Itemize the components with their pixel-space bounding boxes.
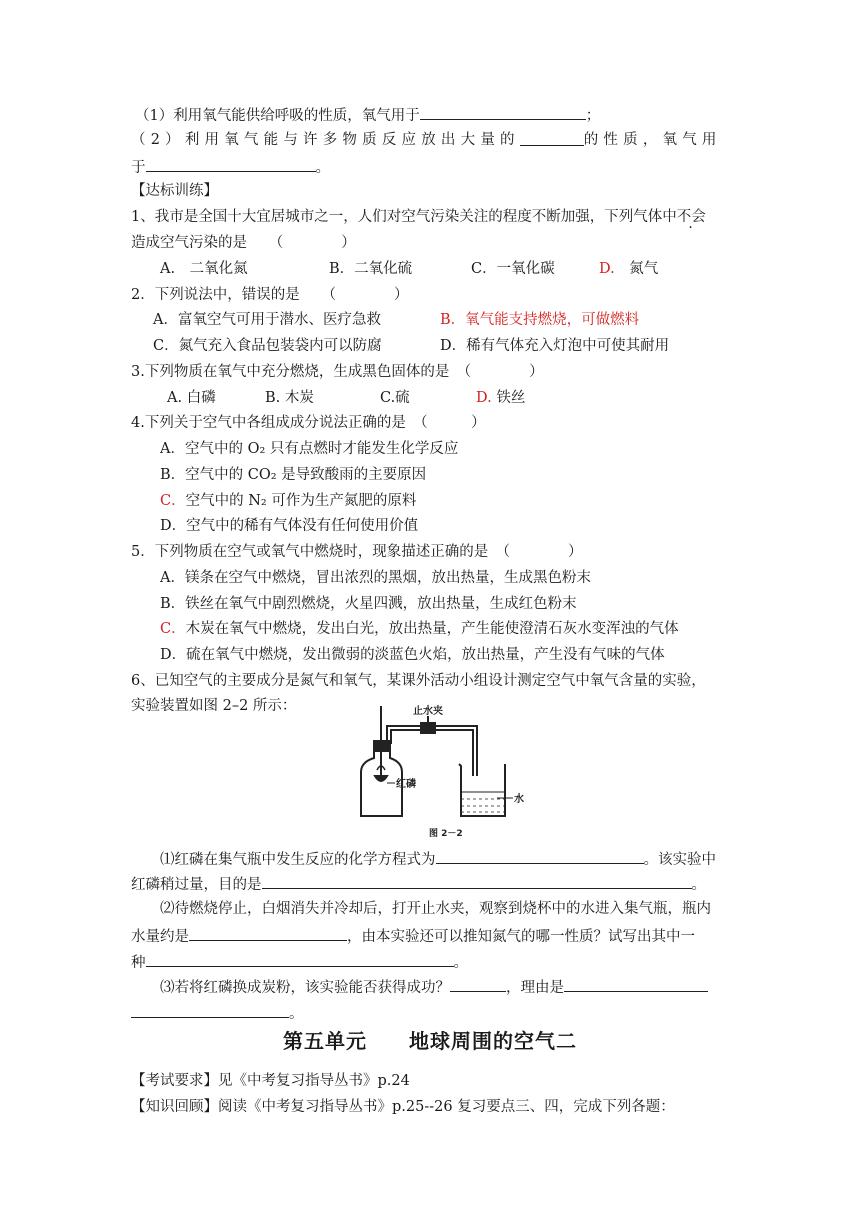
apparatus-figure [357, 704, 527, 842]
intro-q1-text: （1）利用氧气能供给呼吸的性质，氧气用于 [135, 108, 420, 124]
q4-option-d[interactable]: D．空气中的稀有气体没有任何使用价值 [160, 518, 419, 534]
q6-part3-line1 [160, 976, 708, 998]
q5-stem: 5．下列物质在空气或氧气中燃烧时，现象描述正确的是 （ ） [131, 544, 583, 560]
q2-option-c[interactable]: C．氮气充入食品包装袋内可以防腐 [153, 338, 382, 354]
q6-part1-text: ⑴红磷在集气瓶中发生反应的化学方程式为 [160, 852, 436, 868]
answer-blank[interactable] [564, 976, 708, 992]
intro-q2-line2-suffix: 。 [315, 160, 330, 176]
q6-stem-line1: 6、已知空气的主要成分是氮气和氧气，某课外活动小组设计测定空气中氧气含量的实验， [131, 673, 706, 689]
q6-part1-line2-suffix: 。 [691, 877, 706, 893]
q3-option-b[interactable]: B. 木炭 [265, 390, 314, 406]
q5-option-c-text: 木炭在氧气中燃烧，发出白光，放出热量，产生能使澄清石灰水变浑浊的气体 [185, 621, 679, 637]
q6-part1-line1 [160, 848, 716, 870]
q1-option-c[interactable]: C．一氧化碳 [471, 261, 555, 277]
q6-part3-line2-suffix: 。 [289, 1006, 304, 1022]
answer-blank[interactable] [262, 873, 692, 889]
clamp-label: 止水夹 [413, 706, 443, 717]
unit-title: 第五单元 地球周围的空气二 [283, 1029, 577, 1053]
q4-option-c[interactable] [160, 491, 416, 511]
q3-option-d[interactable] [476, 388, 525, 408]
q3-option-a[interactable]: A. 白磷 [167, 390, 216, 406]
answer-blank[interactable] [520, 130, 584, 146]
intro-q1 [135, 104, 600, 126]
q6-part2-line3-suffix: 。 [453, 955, 468, 971]
q6-part2-line2-suffix: ，由本实验还可以推知氮气的哪一性质？试写出其中一 [347, 929, 695, 945]
q1-stem-emphasis: 不会 [676, 209, 706, 225]
q1-stem-line2: 造成空气污染的是 （ ） [131, 235, 356, 251]
exam-requirements: 【考试要求】见《中考复习指导丛书》p.24 [131, 1073, 410, 1089]
q6-part1-suffix: 。该实验中 [643, 852, 716, 868]
q5-option-a[interactable]: A．镁条在空气中燃烧，冒出浓烈的黑烟，放出热量，生成黑色粉末 [160, 570, 591, 586]
answer-blank[interactable] [131, 1002, 289, 1018]
q1-option-d-text: 氮气 [614, 261, 659, 277]
q6-part3-text: ⑶若将红磷换成炭粉，该实验能否获得成功？ [160, 980, 450, 996]
q2-option-d[interactable]: D．稀有气体充入灯泡中可使其耐用 [440, 338, 670, 354]
water-clamp [421, 723, 435, 733]
q6-part2-line2-text: 水量约是 [131, 929, 189, 945]
q1-stem-text: 1、我市是全国十大宜居城市之一，人们对空气污染关注的程度不断加强，下列气体中 [131, 209, 677, 225]
intro-q2-text: （2）利用氧气能与许多物质反应放出大量的 [131, 132, 520, 148]
q6-part3-line2 [131, 1002, 304, 1024]
q1-option-d-letter: D. [599, 261, 615, 277]
beaker [459, 764, 505, 816]
q6-part3-middle: ，理由是 [506, 980, 564, 996]
q5-option-d[interactable]: D．硫在氧气中燃烧，发出微弱的淡蓝色火焰，放出热量，产生没有气味的气体 [160, 647, 665, 663]
q5-option-b[interactable]: B．铁丝在氧气中剧烈燃烧，火星四溅，放出热量，生成红色粉末 [160, 596, 577, 612]
q4-option-b[interactable]: B．空气中的 CO₂ 是导致酸雨的主要原因 [160, 467, 427, 483]
q6-part2-line3-text: 种 [131, 955, 146, 971]
q6-part1-line2 [131, 873, 706, 895]
answer-blank[interactable] [420, 104, 586, 120]
q4-stem: 4.下列关于空气中各组成成分说法正确的是 （ ） [131, 415, 486, 431]
intro-q2-line2-text: 于 [131, 160, 146, 176]
q1-option-d[interactable] [599, 259, 658, 279]
red-phosphorus-spoon [375, 776, 387, 781]
q5-option-c[interactable] [160, 619, 679, 639]
q2-option-b[interactable]: B．氧气能支持燃烧，可做燃料 [440, 312, 640, 328]
q6-stem-line2: 实验装置如图 2–2 所示： [131, 698, 297, 714]
q3-stem: 3.下列物质在氧气中充分燃烧，生成黑色固体的是 （ ） [131, 364, 544, 380]
phosphorus-label: 红磷 [396, 779, 416, 790]
water-label: 水 [514, 794, 524, 805]
q6-part1-line2-text: 红磷稍过量，目的是 [131, 877, 262, 893]
intro-q2-middle: 的性质，氧气用 [583, 132, 722, 148]
q4-option-c-letter: C． [160, 493, 186, 509]
q6-part2-line1: ⑵待燃烧停止，白烟消失并冷却后，打开止水夹，观察到烧杯中的水进入集气瓶，瓶内 [160, 901, 711, 917]
apparatus-diagram [357, 704, 527, 838]
intro-q1-suffix: ； [585, 108, 601, 124]
q3-option-c[interactable]: C.硫 [380, 390, 410, 406]
q6-part2-line3 [131, 951, 468, 973]
q4-option-c-text: 空气中的 N₂ 可作为生产氮肥的原料 [185, 493, 417, 509]
answer-blank[interactable] [450, 976, 506, 992]
knowledge-review: 【知识回顾】阅读《中考复习指导丛书》p.25--26 复习要点三、四，完成下列各题： [131, 1099, 675, 1115]
q6-part2-line2 [131, 925, 695, 947]
q5-option-c-letter: C． [160, 621, 186, 637]
q3-option-d-text: 铁丝 [491, 390, 526, 406]
q1-option-a[interactable]: A. 二氧化氮 [160, 261, 248, 277]
q2-option-a[interactable]: A．富氧空气可用于潜水、医疗急救 [153, 312, 381, 328]
intro-q2 [131, 130, 729, 150]
answer-blank[interactable] [146, 951, 454, 967]
q2-stem: 2．下列说法中，错误的是 （ ） [131, 287, 409, 303]
figure-caption: 图 2－2 [429, 829, 463, 838]
intro-q2-line2 [131, 156, 330, 178]
q1-stem-line1 [131, 207, 706, 227]
q3-option-d-letter: D. [476, 390, 492, 406]
section-heading-practice: 【达标训练】 [131, 183, 218, 199]
q4-option-a[interactable]: A．空气中的 O₂ 只有点燃时才能发生化学反应 [160, 441, 459, 457]
q1-option-b[interactable]: B．二氧化硫 [329, 261, 413, 277]
answer-blank[interactable] [146, 156, 316, 172]
answer-blank[interactable] [436, 848, 644, 864]
answer-blank[interactable] [189, 925, 347, 941]
